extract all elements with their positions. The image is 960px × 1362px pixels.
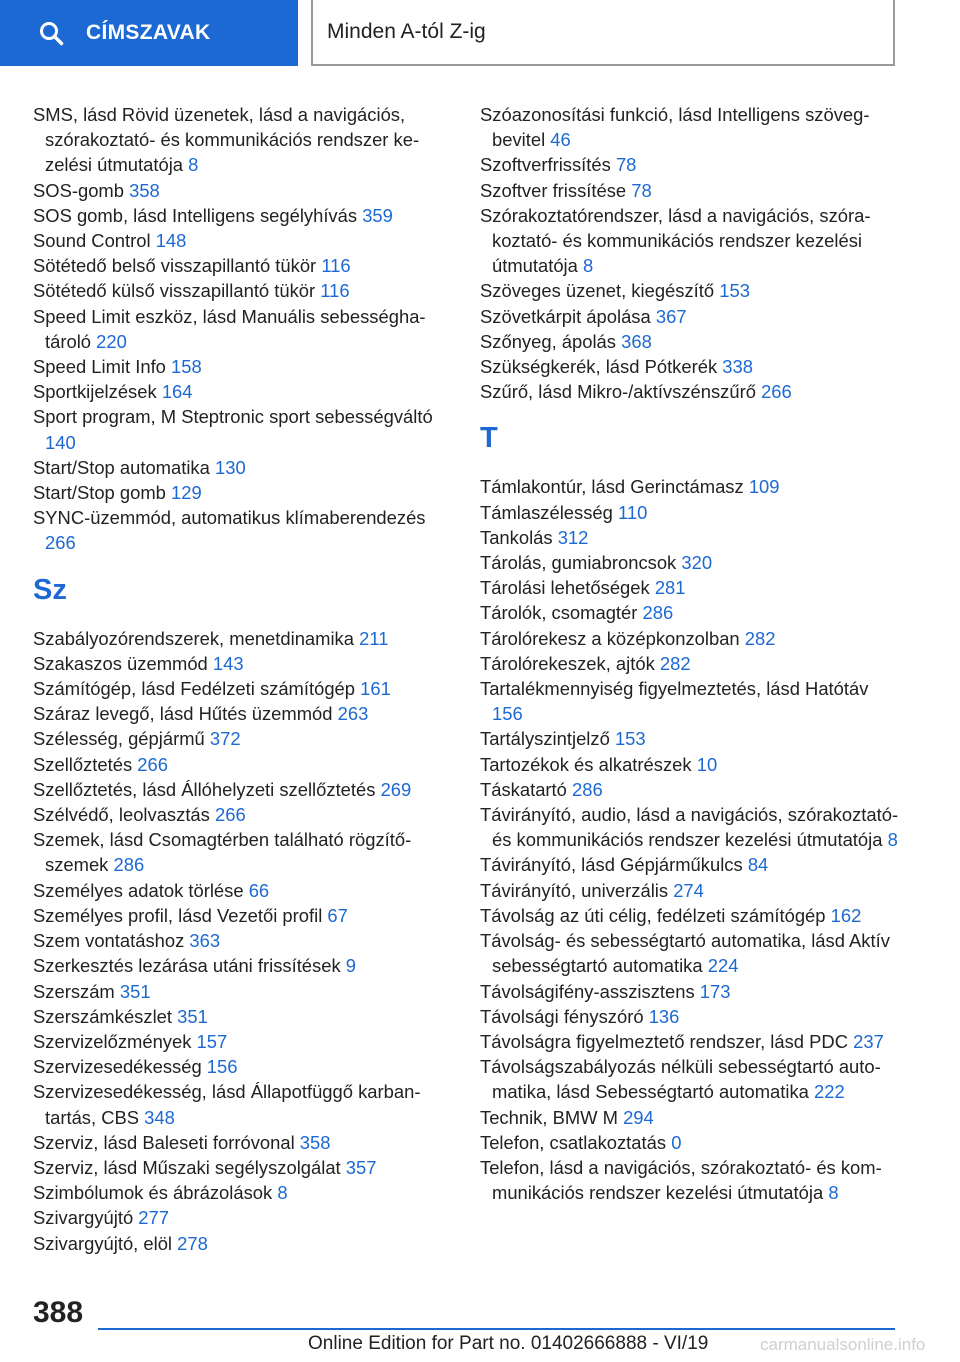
index-entry	[33, 379, 453, 404]
index-entry-page-link[interactable]: 8	[188, 154, 199, 176]
index-entry-page-link[interactable]: 274	[673, 879, 704, 901]
index-entry-text: Táskatartó	[480, 778, 567, 800]
index-entry	[33, 178, 453, 203]
index-entry-text: Távirányító, univerzális	[480, 879, 669, 901]
index-entry	[480, 354, 900, 379]
index-entry-page-link[interactable]: 164	[161, 381, 193, 403]
section-heading-sz: Sz	[33, 573, 67, 606]
index-entry-text: Szellőztetés	[33, 753, 133, 775]
tab-keywords-label: CÍMSZAVAK	[86, 21, 211, 44]
index-entry	[33, 203, 453, 228]
footer-divider	[98, 1328, 895, 1330]
index-entry-page-link[interactable]: 173	[699, 980, 731, 1002]
index-entry-text: Szélvédő, leolvasztás	[33, 804, 210, 826]
index-entry	[33, 802, 453, 827]
index-entry-page-link[interactable]: 363	[189, 930, 221, 952]
index-entry-page-link[interactable]: 312	[557, 526, 589, 548]
index-entry	[480, 928, 900, 978]
index-entry	[480, 878, 900, 903]
index-entry-text: Szerviz, lásd Baleseti forróvonal	[33, 1131, 295, 1153]
index-entry-text: Szűrő, lásd Mikro-/aktívszénszűrő	[480, 381, 756, 403]
index-entry	[480, 379, 900, 404]
index-entry-text: Távolságra figyelmeztető rendszer, lásd PDC	[480, 1030, 848, 1052]
index-entry-text: Sötétedő külső visszapillantó tükör	[33, 280, 316, 302]
index-entry-page-link[interactable]: 153	[719, 280, 750, 302]
index-entry-text: Start/Stop gomb	[33, 482, 166, 504]
index-entry-page-link[interactable]: 78	[615, 154, 637, 176]
index-entry	[33, 228, 453, 253]
index-entry-text: Szem vontatáshoz	[33, 930, 185, 952]
index-entry-text: Szerszámkészlet	[33, 1005, 172, 1027]
index-entry-page-link[interactable]: 359	[362, 204, 393, 226]
index-entry-page-link[interactable]: 286	[642, 602, 674, 624]
index-entry-text: Szóazonosítási funkció, lásd Intelligens szövegbevitel	[480, 104, 870, 151]
index-entry-text: Szoftverfrissítés	[480, 154, 611, 176]
index-entry-page-link[interactable]: 348	[144, 1106, 175, 1128]
index-entry	[33, 953, 453, 978]
index-entry-text: Tankolás	[480, 526, 553, 548]
index-entry	[33, 928, 453, 953]
index-entry-text: Szervizelőzmények	[33, 1030, 192, 1052]
index-entry	[33, 1205, 453, 1230]
index-entry	[33, 979, 453, 1004]
index-entry-text: SMS, lásd Rövid üzenetek, lásd a navigációs, szórakoztató- és kommunikációs rendszer kezelési útmutatója	[33, 104, 420, 176]
index-entry-text: Tárolórekeszek, ajtók	[480, 652, 655, 674]
index-entry	[480, 500, 900, 525]
index-entry-text: Szakaszos üzemmód	[33, 652, 208, 674]
entries-right-t	[480, 474, 900, 1205]
index-entry-page-link[interactable]: 263	[337, 703, 369, 725]
index-entry	[33, 1130, 453, 1155]
index-entry-page-link[interactable]: 8	[828, 1182, 839, 1204]
index-entry-text: Sportkijelzések	[33, 381, 157, 403]
index-entry	[480, 852, 900, 877]
search-icon	[38, 20, 64, 46]
index-entry	[33, 651, 453, 676]
index-entry-page-link[interactable]: 357	[345, 1156, 377, 1178]
watermark: carmanualsonline.info	[760, 1335, 926, 1354]
index-entry-page-link[interactable]: 358	[299, 1131, 331, 1153]
index-entry-page-link[interactable]: 286	[572, 778, 603, 800]
index-entry-text: Távirányító, audio, lásd a navigációs, szórakoztató- és kommunikációs rendszer kezelési útmutatója	[480, 804, 899, 851]
tab-a-to-z[interactable]	[311, 0, 895, 66]
index-entry	[480, 802, 900, 852]
index-entry	[480, 752, 900, 777]
index-entry	[33, 878, 453, 903]
index-entry-page-link[interactable]: 338	[722, 356, 753, 378]
index-entry-text: Támlakontúr, lásd Gerinctámasz	[480, 476, 744, 498]
index-entry-text: Szöveges üzenet, kiegészítő	[480, 280, 715, 302]
index-entry-page-link[interactable]: 351	[177, 1005, 208, 1027]
index-entry-page-link[interactable]: 211	[359, 627, 389, 649]
index-entry-page-link[interactable]: 46	[550, 129, 571, 151]
section-heading-t: T	[480, 422, 498, 455]
index-entry	[480, 1004, 900, 1029]
index-entry	[480, 525, 900, 550]
index-entry	[480, 726, 900, 751]
index-entry	[480, 203, 900, 279]
index-entry-text: Szerviz, lásd Műszaki segélyszolgálat	[33, 1156, 341, 1178]
index-entry-text: Távolság az úti célig, fedélzeti számítógép	[480, 904, 826, 926]
index-entry-page-link[interactable]: 8	[887, 829, 898, 851]
tab-a-to-z-label: Minden A-tól Z-ig	[327, 20, 486, 43]
index-entry	[33, 505, 453, 555]
index-entry-page-link[interactable]: 66	[248, 879, 270, 901]
index-entry	[33, 102, 453, 178]
index-entry-page-link[interactable]: 158	[171, 356, 202, 378]
index-entry	[480, 1130, 900, 1155]
index-entry-text: Szoftver frissítése	[480, 179, 627, 201]
index-entry	[33, 752, 453, 777]
index-entry-text: Személyes profil, lásd Vezetői profil	[33, 904, 323, 926]
index-entry	[480, 979, 900, 1004]
index-entry	[480, 474, 900, 499]
index-entry	[33, 1231, 453, 1256]
index-entry-page-link[interactable]: 78	[631, 179, 652, 201]
index-entry	[480, 777, 900, 802]
index-entry-page-link[interactable]: 10	[696, 753, 718, 775]
index-entry-page-link[interactable]: 286	[113, 854, 145, 876]
index-entry-text: Támlaszélesség	[480, 501, 613, 523]
index-entry	[480, 178, 900, 203]
index-entry-text: Telefon, lásd a navigációs, szórakoztató- és kommunikációs rendszer kezelési útmutatója	[480, 1156, 882, 1204]
index-entry-page-link[interactable]: 266	[761, 381, 792, 403]
index-entry-text: SOS-gomb	[33, 179, 124, 201]
index-entry	[33, 354, 453, 379]
index-entry-page-link[interactable]: 136	[648, 1005, 680, 1027]
index-entry-page-link[interactable]: 282	[659, 652, 691, 674]
index-entry-text: Távirányító, lásd Gépjárműkulcs	[480, 854, 743, 876]
index-entry-page-link[interactable]: 277	[138, 1207, 169, 1229]
index-entry	[480, 329, 900, 354]
index-entry-text: Száraz levegő, lásd Hűtés üzemmód	[33, 703, 333, 725]
index-entry-page-link[interactable]: 320	[681, 552, 713, 574]
index-entry-text: Technik, BMW M	[480, 1106, 618, 1128]
index-entry	[480, 626, 900, 651]
index-entry	[480, 600, 900, 625]
index-entry	[33, 1004, 453, 1029]
index-entry-text: Számítógép, lásd Fedélzeti számítógép	[33, 678, 356, 700]
index-entry-text: Sötétedő belső visszapillantó tükör	[33, 255, 317, 277]
index-entry-text: Személyes adatok törlése	[33, 879, 244, 901]
entries-right-top	[480, 102, 900, 404]
index-entry	[33, 404, 453, 454]
index-entry-page-link[interactable]: 109	[748, 476, 780, 498]
index-entry-page-link[interactable]: 0	[671, 1131, 682, 1153]
index-entry	[480, 676, 900, 726]
index-entry-page-link[interactable]: 67	[327, 904, 348, 926]
index-entry-text: Tárolás, gumiabroncsok	[480, 552, 677, 574]
index-entry-page-link[interactable]: 224	[707, 955, 739, 977]
index-entry-text: Szövetkárpit ápolása	[480, 305, 651, 327]
index-entry-text: Szükségkerék, lásd Pótkerék	[480, 356, 718, 378]
index-entry	[480, 152, 900, 177]
index-entry-page-link[interactable]: 116	[321, 255, 351, 277]
index-entry-page-link[interactable]: 266	[214, 804, 246, 826]
index-entry-page-link[interactable]: 372	[209, 728, 241, 750]
index-entry	[480, 550, 900, 575]
index-entry-page-link[interactable]: 278	[177, 1232, 208, 1254]
index-entry	[33, 480, 453, 505]
index-entry-page-link[interactable]: 161	[360, 678, 391, 700]
index-entry-text: Szivargyújtó	[33, 1207, 134, 1229]
index-entry-page-link[interactable]: 281	[654, 577, 686, 599]
index-entry	[33, 701, 453, 726]
index-entry-text: Szórakoztatórendszer, lásd a navigációs, szórakoztató- és kommunikációs rendszer kezelési útmutatója	[480, 204, 871, 277]
index-entry-text: Távolság- és sebességtartó automatika, lásd Aktív sebességtartó automatika	[480, 930, 890, 977]
index-entry-text: Speed Limit Info	[33, 356, 166, 378]
index-entry-text: Telefon, csatlakoztatás	[480, 1131, 667, 1153]
index-column-right	[480, 102, 900, 1205]
index-entry-page-link[interactable]: 9	[345, 955, 357, 977]
index-entry	[480, 1054, 900, 1104]
index-entry	[480, 102, 900, 152]
index-entry-page-link[interactable]: 294	[623, 1106, 654, 1128]
index-entry-text: Szerszám	[33, 980, 115, 1002]
index-entry-text: Szivargyújtó, elöl	[33, 1232, 173, 1254]
index-entry	[480, 903, 900, 928]
index-entry-page-link[interactable]: 266	[137, 753, 168, 775]
index-entry-text: Szervizesedékesség	[33, 1056, 202, 1078]
index-entry-text: Szemek, lásd Csomagtérben található rögzítőszemek	[33, 829, 412, 876]
index-entry-text: Távolsági fényszóró	[480, 1005, 644, 1027]
index-entry-page-link[interactable]: 367	[655, 305, 687, 327]
index-column-left	[33, 102, 453, 1256]
index-entry-text: Szervizesedékesség, lásd Állapotfüggő karbantartás, CBS	[33, 1081, 421, 1128]
index-entry-text: Tartozékok és alkatrészek	[480, 753, 692, 775]
index-entry-text: Tartalékmennyiség figyelmeztetés, lásd Hatótáv	[480, 678, 869, 700]
index-entry-page-link[interactable]: 143	[212, 652, 244, 674]
index-entry-page-link[interactable]: 358	[129, 179, 160, 201]
index-entry	[33, 278, 453, 303]
index-entry-text: Tárolási lehetőségek	[480, 577, 650, 599]
index-entry-page-link[interactable]: 130	[214, 456, 246, 478]
index-entry	[33, 304, 453, 354]
top-navigation	[0, 0, 960, 66]
index-entry	[480, 1105, 900, 1130]
index-entry-text: Start/Stop automatika	[33, 456, 210, 478]
tab-keywords[interactable]	[0, 0, 298, 66]
page-number: 388	[33, 1296, 84, 1329]
index-entry-page-link[interactable]: 148	[155, 230, 187, 252]
index-entry-text: Szélesség, gépjármű	[33, 728, 205, 750]
index-entry	[480, 575, 900, 600]
index-entry-text: Távolságszabályozás nélküli sebességtartó automatika, lásd Sebességtartó automatika	[480, 1056, 881, 1103]
index-entry	[33, 903, 453, 928]
index-entry-text: SYNC-üzemmód, automatikus klímaberendezés	[33, 507, 426, 529]
index-entry-page-link[interactable]: 157	[196, 1030, 228, 1052]
index-entry	[33, 455, 453, 480]
index-entry	[33, 1079, 453, 1129]
index-entry-page-link[interactable]: 269	[380, 778, 412, 800]
index-entry-page-link[interactable]: 266	[45, 532, 76, 554]
index-entry-text: SOS gomb, lásd Intelligens segélyhívás	[33, 204, 358, 226]
index-entry	[480, 1155, 900, 1205]
index-entry-page-link[interactable]: 156	[492, 703, 523, 725]
index-entry-text: Sport program, M Steptronic sport sebességváltó	[33, 406, 433, 428]
index-entry-page-link[interactable]: 222	[814, 1081, 845, 1103]
index-entry	[33, 777, 453, 802]
index-entry-page-link[interactable]: 8	[277, 1182, 288, 1204]
index-entry-text: Tartályszintjelző	[480, 728, 610, 750]
index-entry	[480, 278, 900, 303]
index-entry-page-link[interactable]: 351	[119, 980, 151, 1002]
index-entry-text: Szellőztetés, lásd Állóhelyzeti szellőztetés	[33, 778, 376, 800]
index-entry-page-link[interactable]: 129	[171, 482, 202, 504]
index-entry-text: Távolságifény-asszisztens	[480, 980, 695, 1002]
index-entry-text: Sound Control	[33, 230, 151, 252]
index-entry-page-link[interactable]: 84	[747, 854, 769, 876]
index-entry-text: Szabályozórendszerek, menetdinamika	[33, 627, 354, 649]
index-entry	[33, 827, 453, 877]
index-entry-text: Szőnyeg, ápolás	[480, 330, 616, 352]
entries-left-sz	[33, 626, 453, 1256]
footer-edition-text: Online Edition for Part no. 01402666888 - VI/19	[308, 1333, 709, 1354]
index-entry	[33, 1029, 453, 1054]
index-entry-page-link[interactable]: 162	[830, 904, 862, 926]
index-entry-page-link[interactable]: 368	[621, 330, 652, 352]
index-entry-page-link[interactable]: 220	[96, 330, 127, 352]
index-entry	[480, 651, 900, 676]
index-entry-page-link[interactable]: 237	[853, 1030, 884, 1052]
entries-left-top	[33, 102, 453, 556]
index-entry-page-link[interactable]: 116	[320, 280, 350, 302]
index-entry	[33, 1054, 453, 1079]
index-entry	[33, 1180, 453, 1205]
index-entry	[480, 1029, 900, 1054]
index-entry	[33, 726, 453, 751]
index-entry	[33, 626, 453, 651]
index-entry	[33, 676, 453, 701]
index-entry-text: Speed Limit eszköz, lásd Manuális sebességhatároló	[33, 305, 426, 352]
index-entry-page-link[interactable]: 282	[744, 627, 776, 649]
index-entry-text: Szerkesztés lezárása utáni frissítések	[33, 955, 341, 977]
index-entry-text: Tárolók, csomagtér	[480, 602, 638, 624]
index-entry-page-link[interactable]: 156	[206, 1056, 238, 1078]
index-entry-text: Szimbólumok és ábrázolások	[33, 1182, 273, 1204]
index-entry	[480, 304, 900, 329]
index-entry	[33, 253, 453, 278]
index-entry-page-link[interactable]: 153	[614, 728, 646, 750]
index-entry-page-link[interactable]: 8	[583, 255, 594, 277]
index-entry-text: Tárolórekesz a középkonzolban	[480, 627, 740, 649]
index-entry	[33, 1155, 453, 1180]
index-entry-page-link[interactable]: 140	[45, 431, 76, 453]
index-entry-page-link[interactable]: 110	[618, 501, 648, 523]
